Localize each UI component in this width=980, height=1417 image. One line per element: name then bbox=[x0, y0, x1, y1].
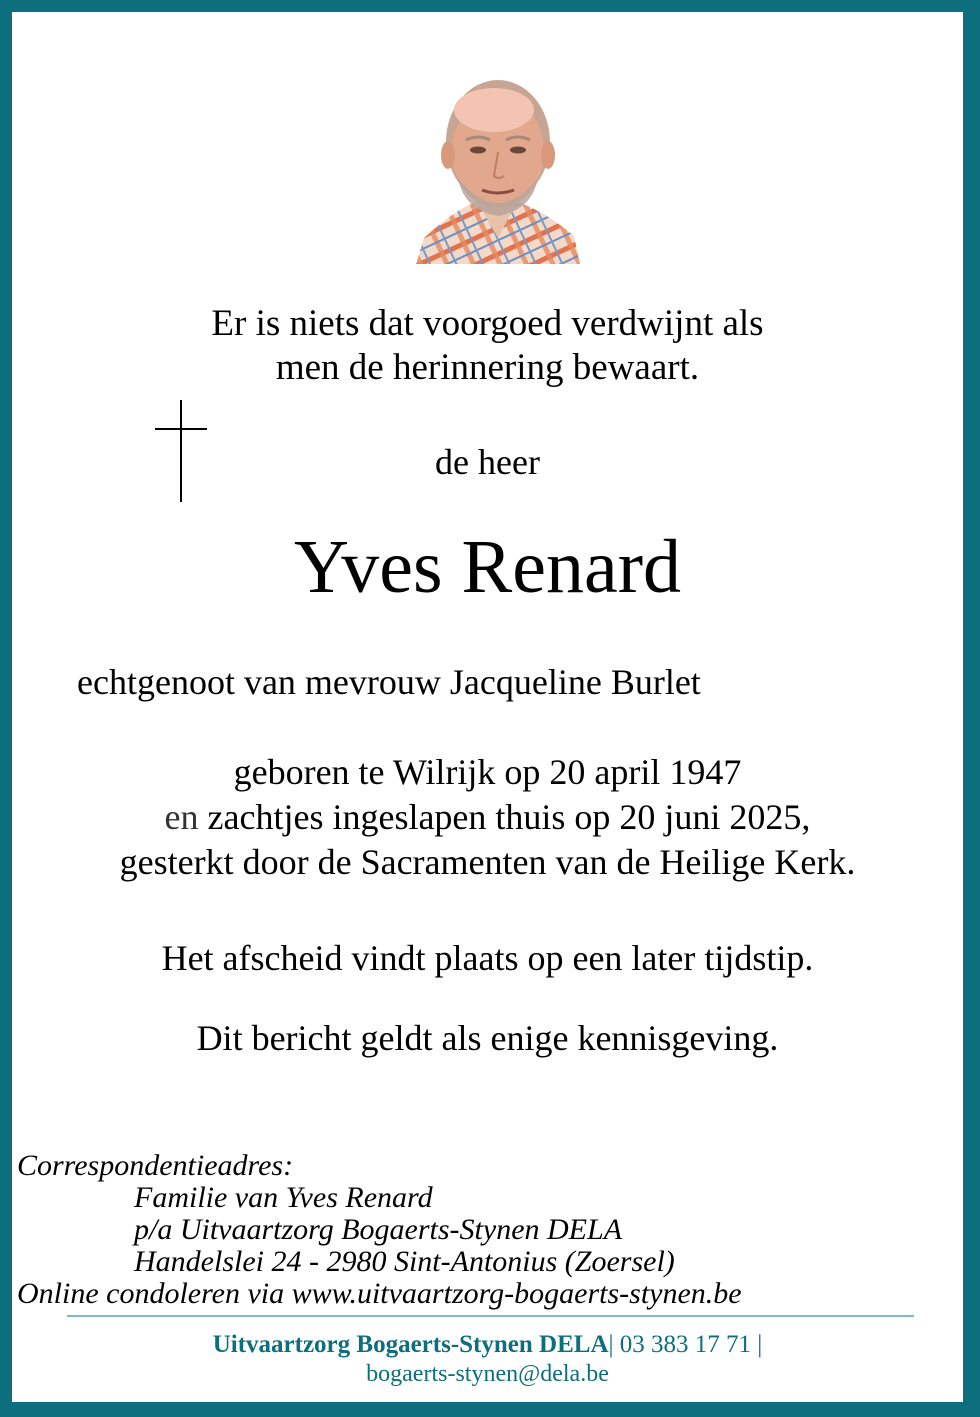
footer-contact bbox=[12, 1330, 963, 1360]
obituary-card bbox=[12, 12, 963, 1402]
death-line-conjunction: en bbox=[164, 797, 199, 837]
funeral-company-phone[interactable]: | 03 383 17 71 | bbox=[608, 1331, 763, 1358]
death-line bbox=[12, 795, 963, 840]
correspondence-family: Familie van Yves Renard bbox=[134, 1181, 433, 1214]
funeral-company-email[interactable]: bogaerts-stynen@dela.be bbox=[366, 1361, 609, 1387]
quote-line-2: men de herinnering bewaart. bbox=[275, 347, 700, 388]
honorific-title: de heer bbox=[435, 442, 540, 482]
farewell-notice: Het afscheid vindt plaats op een later tijdstip. bbox=[161, 938, 814, 978]
portrait-photo bbox=[414, 50, 580, 264]
birth-line: geboren te Wilrijk op 20 april 1947 bbox=[233, 752, 742, 792]
footer-divider bbox=[67, 1315, 914, 1317]
funeral-company-name: Uitvaartzorg Bogaerts-Stynen DELA bbox=[212, 1331, 609, 1358]
sacraments-line: gesterkt door de Sacramenten van de Heilige Kerk. bbox=[119, 842, 856, 882]
correspondence-street: Handelslei 24 - 2980 Sint-Antonius (Zoersel) bbox=[134, 1245, 675, 1278]
deceased-name: Yves Renard bbox=[293, 525, 682, 609]
death-line-text: zachtjes ingeslapen thuis op 20 juni 2025, bbox=[198, 797, 811, 837]
online-condolence-link[interactable]: Online condoleren via www.uitvaartzorg-bogaerts-stynen.be bbox=[17, 1277, 742, 1310]
correspondence-address bbox=[17, 1150, 742, 1310]
announcement-notice: Dit bericht geldt als enige kennisgeving. bbox=[196, 1018, 779, 1058]
correspondence-care-of: p/a Uitvaartzorg Bogaerts-Stynen DELA bbox=[134, 1213, 623, 1246]
quote-line-1: Er is niets dat voorgoed verdwijnt als bbox=[211, 303, 764, 344]
memorial-quote bbox=[12, 302, 963, 390]
correspondence-heading: Correspondentieadres: bbox=[17, 1149, 294, 1182]
spouse-line: echtgenoot van mevrouw Jacqueline Burlet bbox=[77, 662, 701, 702]
life-dates bbox=[12, 750, 963, 885]
